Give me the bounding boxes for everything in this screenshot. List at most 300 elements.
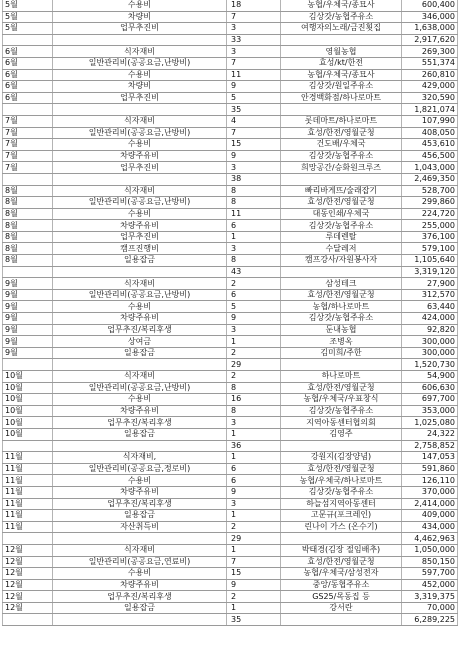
category-cell[interactable]: 수용비 [53, 301, 227, 313]
category-cell[interactable]: 수용비 [53, 208, 227, 220]
vendor-cell[interactable]: 희망공간/승화원크루즈 [281, 162, 402, 174]
month-cell[interactable]: 8월 [3, 185, 53, 197]
table-row[interactable] [3, 452, 458, 464]
count-cell[interactable]: 9 [227, 579, 281, 591]
vendor-cell[interactable]: 루데렌탈 [281, 231, 402, 243]
amount-cell[interactable]: 260,810 [402, 69, 458, 81]
month-cell[interactable]: 9월 [3, 347, 53, 359]
count-cell[interactable]: 1 [227, 452, 281, 464]
category-cell[interactable]: 차량주유비 [53, 405, 227, 417]
category-cell[interactable]: 식자재비 [53, 278, 227, 290]
vendor-cell[interactable]: 지역아동센터협의회 [281, 417, 402, 429]
amount-cell[interactable]: 54,900 [402, 371, 458, 383]
table-row[interactable] [3, 417, 458, 429]
count-cell[interactable]: 7 [227, 127, 281, 139]
month-cell[interactable]: 11월 [3, 498, 53, 510]
vendor-cell[interactable] [281, 104, 402, 116]
amount-cell[interactable]: 697,700 [402, 394, 458, 406]
count-cell[interactable]: 16 [227, 394, 281, 406]
table-row[interactable] [3, 197, 458, 209]
category-cell[interactable] [53, 104, 227, 116]
category-cell[interactable] [53, 614, 227, 626]
amount-cell[interactable]: 1,638,000 [402, 23, 458, 35]
category-cell[interactable]: 업무추진비 [53, 23, 227, 35]
count-cell[interactable]: 35 [227, 614, 281, 626]
count-cell[interactable]: 2 [227, 521, 281, 533]
category-cell[interactable]: 수용비 [53, 0, 227, 11]
vendor-cell[interactable]: 농협/우체국/종묘사 [281, 69, 402, 81]
vendor-cell[interactable]: 김상갓/농협주유소 [281, 11, 402, 23]
vendor-cell[interactable] [281, 533, 402, 545]
month-cell[interactable]: 10월 [3, 382, 53, 394]
amount-cell[interactable]: 408,050 [402, 127, 458, 139]
month-cell[interactable] [3, 359, 53, 371]
vendor-cell[interactable]: 효성/한전/영월군청 [281, 197, 402, 209]
table-row[interactable] [3, 475, 458, 487]
month-cell[interactable]: 5월 [3, 11, 53, 23]
vendor-cell[interactable]: 효성/한전/영월군청 [281, 127, 402, 139]
table-row[interactable] [3, 579, 458, 591]
month-cell[interactable]: 12월 [3, 556, 53, 568]
month-cell[interactable]: 7월 [3, 162, 53, 174]
month-cell[interactable]: 8월 [3, 220, 53, 232]
category-cell[interactable]: 차량비 [53, 11, 227, 23]
table-row[interactable] [3, 301, 458, 313]
vendor-cell[interactable]: 효성/한전/영월군청 [281, 556, 402, 568]
amount-cell[interactable]: 27,900 [402, 278, 458, 290]
count-cell[interactable]: 9 [227, 313, 281, 325]
category-cell[interactable]: 차량비 [53, 81, 227, 93]
category-cell[interactable]: 수용비 [53, 475, 227, 487]
category-cell[interactable]: 일반관리비(공공요금,난방비) [53, 289, 227, 301]
month-cell[interactable]: 11월 [3, 510, 53, 522]
amount-cell[interactable]: 70,000 [402, 602, 458, 614]
count-cell[interactable]: 8 [227, 405, 281, 417]
table-row[interactable] [3, 382, 458, 394]
category-cell[interactable]: 식자재비 [53, 115, 227, 127]
vendor-cell[interactable] [281, 614, 402, 626]
vendor-cell[interactable]: 농협/우체국/삼성전자 [281, 568, 402, 580]
count-cell[interactable]: 3 [227, 243, 281, 255]
amount-cell[interactable]: 2,917,620 [402, 34, 458, 46]
category-cell[interactable]: 일반관리비(공공요금,난방비) [53, 127, 227, 139]
count-cell[interactable]: 8 [227, 197, 281, 209]
vendor-cell[interactable]: 효성/한전/영월군청 [281, 289, 402, 301]
amount-cell[interactable]: 528,700 [402, 185, 458, 197]
count-cell[interactable]: 5 [227, 301, 281, 313]
count-cell[interactable]: 6 [227, 220, 281, 232]
count-cell[interactable]: 4 [227, 115, 281, 127]
vendor-cell[interactable] [281, 266, 402, 278]
month-cell[interactable]: 8월 [3, 255, 53, 267]
amount-cell[interactable]: 2,414,000 [402, 498, 458, 510]
category-cell[interactable]: 식자재비, [53, 452, 227, 464]
category-cell[interactable]: 업무추진비 [53, 231, 227, 243]
category-cell[interactable]: 일용잡금 [53, 602, 227, 614]
amount-cell[interactable]: 224,720 [402, 208, 458, 220]
category-cell[interactable]: 일용잡금 [53, 428, 227, 440]
category-cell[interactable]: 업무추진/복리후생 [53, 324, 227, 336]
vendor-cell[interactable]: 김상갓/농협주유소 [281, 313, 402, 325]
amount-cell[interactable]: 3,319,120 [402, 266, 458, 278]
table-row[interactable] [3, 405, 458, 417]
count-cell[interactable]: 15 [227, 139, 281, 151]
table-row[interactable] [3, 150, 458, 162]
category-cell[interactable]: 업무추진비 [53, 162, 227, 174]
month-cell[interactable]: 11월 [3, 521, 53, 533]
table-row[interactable] [3, 243, 458, 255]
category-cell[interactable]: 일반관리비(공공요금,난방비) [53, 57, 227, 69]
amount-cell[interactable]: 2,469,350 [402, 173, 458, 185]
category-cell[interactable]: 차량주유비 [53, 220, 227, 232]
count-cell[interactable]: 36 [227, 440, 281, 452]
amount-cell[interactable]: 1,520,730 [402, 359, 458, 371]
table-row[interactable] [3, 324, 458, 336]
category-cell[interactable]: 상여금 [53, 336, 227, 348]
vendor-cell[interactable]: 고문규(포크레인) [281, 510, 402, 522]
month-cell[interactable]: 7월 [3, 150, 53, 162]
amount-cell[interactable]: 370,000 [402, 486, 458, 498]
month-cell[interactable]: 12월 [3, 579, 53, 591]
amount-cell[interactable]: 1,821,074 [402, 104, 458, 116]
category-cell[interactable]: 일용잡금 [53, 255, 227, 267]
count-cell[interactable]: 15 [227, 568, 281, 580]
category-cell[interactable]: 캠프진행비 [53, 243, 227, 255]
amount-cell[interactable]: 434,000 [402, 521, 458, 533]
count-cell[interactable]: 7 [227, 11, 281, 23]
count-cell[interactable]: 6 [227, 463, 281, 475]
month-cell[interactable] [3, 614, 53, 626]
category-cell[interactable]: 식자재비 [53, 544, 227, 556]
amount-cell[interactable]: 1,105,640 [402, 255, 458, 267]
vendor-cell[interactable]: 여행자의노래/금진횟집 [281, 23, 402, 35]
count-cell[interactable]: 2 [227, 371, 281, 383]
amount-cell[interactable]: 107,990 [402, 115, 458, 127]
vendor-cell[interactable] [281, 359, 402, 371]
month-cell[interactable]: 7월 [3, 139, 53, 151]
amount-cell[interactable]: 1,043,000 [402, 162, 458, 174]
table-row[interactable] [3, 11, 458, 23]
table-row[interactable] [3, 591, 458, 603]
category-cell[interactable]: 차량주유비 [53, 150, 227, 162]
table-row[interactable] [3, 336, 458, 348]
amount-cell[interactable]: 147,053 [402, 452, 458, 464]
count-cell[interactable]: 9 [227, 486, 281, 498]
vendor-cell[interactable]: 안경백화점/하나로마트 [281, 92, 402, 104]
table-row[interactable] [3, 139, 458, 151]
amount-cell[interactable]: 409,000 [402, 510, 458, 522]
month-cell[interactable]: 12월 [3, 591, 53, 603]
table-row[interactable] [3, 46, 458, 58]
vendor-cell[interactable]: 김영주 [281, 428, 402, 440]
vendor-cell[interactable]: 영월농협 [281, 46, 402, 58]
category-cell[interactable]: 일용잡금 [53, 347, 227, 359]
count-cell[interactable]: 3 [227, 162, 281, 174]
table-row[interactable] [3, 220, 458, 232]
count-cell[interactable]: 29 [227, 533, 281, 545]
month-cell[interactable]: 11월 [3, 486, 53, 498]
vendor-cell[interactable] [281, 173, 402, 185]
month-cell[interactable]: 9월 [3, 324, 53, 336]
table-row[interactable] [3, 347, 458, 359]
table-row[interactable] [3, 57, 458, 69]
category-cell[interactable]: 업무추진비 [53, 92, 227, 104]
table-row[interactable] [3, 556, 458, 568]
month-cell[interactable] [3, 104, 53, 116]
month-cell[interactable]: 10월 [3, 417, 53, 429]
vendor-cell[interactable] [281, 440, 402, 452]
subtotal-row[interactable] [3, 34, 458, 46]
table-row[interactable] [3, 92, 458, 104]
table-row[interactable] [3, 510, 458, 522]
amount-cell[interactable]: 1,025,080 [402, 417, 458, 429]
table-row[interactable] [3, 115, 458, 127]
count-cell[interactable]: 38 [227, 173, 281, 185]
vendor-cell[interactable]: 효성/한전/영월군청 [281, 382, 402, 394]
amount-cell[interactable]: 551,374 [402, 57, 458, 69]
month-cell[interactable] [3, 533, 53, 545]
month-cell[interactable]: 11월 [3, 452, 53, 464]
amount-cell[interactable]: 353,000 [402, 405, 458, 417]
amount-cell[interactable]: 456,500 [402, 150, 458, 162]
count-cell[interactable]: 11 [227, 69, 281, 81]
vendor-cell[interactable]: 조병옥 [281, 336, 402, 348]
vendor-cell[interactable]: 건도배/우체국 [281, 139, 402, 151]
table-row[interactable] [3, 289, 458, 301]
month-cell[interactable]: 6월 [3, 92, 53, 104]
count-cell[interactable]: 9 [227, 81, 281, 93]
count-cell[interactable]: 35 [227, 104, 281, 116]
count-cell[interactable]: 3 [227, 417, 281, 429]
table-row[interactable] [3, 162, 458, 174]
amount-cell[interactable]: 3,319,375 [402, 591, 458, 603]
vendor-cell[interactable]: 둔내농협 [281, 324, 402, 336]
amount-cell[interactable]: 299,860 [402, 197, 458, 209]
amount-cell[interactable]: 320,590 [402, 92, 458, 104]
table-row[interactable] [3, 278, 458, 290]
month-cell[interactable]: 7월 [3, 115, 53, 127]
category-cell[interactable] [53, 34, 227, 46]
vendor-cell[interactable]: 캠프강사/자원봉사자 [281, 255, 402, 267]
category-cell[interactable]: 식자재비 [53, 46, 227, 58]
category-cell[interactable]: 업무추진/복리후생 [53, 417, 227, 429]
table-row[interactable] [3, 486, 458, 498]
month-cell[interactable]: 11월 [3, 463, 53, 475]
category-cell[interactable]: 수용비 [53, 69, 227, 81]
category-cell[interactable]: 차량주유비 [53, 486, 227, 498]
category-cell[interactable]: 업무추진/복리후생 [53, 591, 227, 603]
vendor-cell[interactable]: 수달레저 [281, 243, 402, 255]
vendor-cell[interactable]: 김상갓/농협주유소 [281, 405, 402, 417]
category-cell[interactable]: 차량주유비 [53, 579, 227, 591]
vendor-cell[interactable]: 롯데마트/하나로마트 [281, 115, 402, 127]
month-cell[interactable]: 9월 [3, 278, 53, 290]
count-cell[interactable]: 3 [227, 23, 281, 35]
vendor-cell[interactable]: 중앙/동협주유소 [281, 579, 402, 591]
count-cell[interactable]: 1 [227, 336, 281, 348]
subtotal-row[interactable] [3, 266, 458, 278]
category-cell[interactable]: 일반관리비(공공요금,난방비) [53, 382, 227, 394]
amount-cell[interactable]: 579,100 [402, 243, 458, 255]
count-cell[interactable]: 3 [227, 324, 281, 336]
category-cell[interactable]: 수용비 [53, 394, 227, 406]
amount-cell[interactable]: 597,700 [402, 568, 458, 580]
amount-cell[interactable]: 92,820 [402, 324, 458, 336]
vendor-cell[interactable]: 하늘섬지역아동센터 [281, 498, 402, 510]
category-cell[interactable]: 식자재비 [53, 371, 227, 383]
subtotal-row[interactable] [3, 173, 458, 185]
category-cell[interactable] [53, 440, 227, 452]
category-cell[interactable]: 일반관리비(공공요금,연료비) [53, 556, 227, 568]
month-cell[interactable]: 7월 [3, 127, 53, 139]
count-cell[interactable]: 18 [227, 0, 281, 11]
amount-cell[interactable]: 4,462,963 [402, 533, 458, 545]
table-row[interactable] [3, 568, 458, 580]
vendor-cell[interactable]: 삼성테크 [281, 278, 402, 290]
count-cell[interactable]: 8 [227, 382, 281, 394]
amount-cell[interactable]: 424,000 [402, 313, 458, 325]
vendor-cell[interactable]: 효성/kt/한전 [281, 57, 402, 69]
amount-cell[interactable]: 300,000 [402, 347, 458, 359]
category-cell[interactable] [53, 359, 227, 371]
month-cell[interactable]: 8월 [3, 243, 53, 255]
vendor-cell[interactable]: 김상갓/원일주유소 [281, 81, 402, 93]
category-cell[interactable]: 업무추진/복리후생 [53, 498, 227, 510]
count-cell[interactable]: 1 [227, 231, 281, 243]
table-row[interactable] [3, 371, 458, 383]
table-row[interactable] [3, 544, 458, 556]
category-cell[interactable]: 수용비 [53, 139, 227, 151]
count-cell[interactable]: 11 [227, 208, 281, 220]
table-row[interactable] [3, 81, 458, 93]
month-cell[interactable]: 8월 [3, 231, 53, 243]
vendor-cell[interactable]: 강원지(김장양념) [281, 452, 402, 464]
category-cell[interactable]: 자산취득비 [53, 521, 227, 533]
count-cell[interactable]: 2 [227, 347, 281, 359]
category-cell[interactable]: 식자재비 [53, 185, 227, 197]
amount-cell[interactable]: 255,000 [402, 220, 458, 232]
amount-cell[interactable]: 429,000 [402, 81, 458, 93]
month-cell[interactable]: 10월 [3, 405, 53, 417]
month-cell[interactable]: 5월 [3, 23, 53, 35]
month-cell[interactable]: 10월 [3, 371, 53, 383]
subtotal-row[interactable] [3, 533, 458, 545]
table-row[interactable] [3, 521, 458, 533]
month-cell[interactable] [3, 440, 53, 452]
amount-cell[interactable]: 2,758,852 [402, 440, 458, 452]
table-row[interactable] [3, 231, 458, 243]
category-cell[interactable] [53, 533, 227, 545]
count-cell[interactable]: 7 [227, 57, 281, 69]
count-cell[interactable]: 1 [227, 428, 281, 440]
table-row[interactable] [3, 313, 458, 325]
month-cell[interactable]: 8월 [3, 197, 53, 209]
amount-cell[interactable]: 600,400 [402, 0, 458, 11]
table-row[interactable] [3, 69, 458, 81]
table-row[interactable] [3, 498, 458, 510]
subtotal-row[interactable] [3, 104, 458, 116]
amount-cell[interactable]: 376,100 [402, 231, 458, 243]
table-row[interactable] [3, 463, 458, 475]
month-cell[interactable]: 6월 [3, 57, 53, 69]
month-cell[interactable]: 6월 [3, 69, 53, 81]
month-cell[interactable]: 9월 [3, 301, 53, 313]
count-cell[interactable]: 1 [227, 602, 281, 614]
month-cell[interactable]: 8월 [3, 208, 53, 220]
table-row[interactable] [3, 23, 458, 35]
month-cell[interactable] [3, 173, 53, 185]
vendor-cell[interactable]: 박태경(김장 절임배추) [281, 544, 402, 556]
count-cell[interactable]: 43 [227, 266, 281, 278]
category-cell[interactable]: 일용잡금 [53, 510, 227, 522]
vendor-cell[interactable]: 린나이 가스 (온수기) [281, 521, 402, 533]
vendor-cell[interactable]: 농협/우체국/종묘사 [281, 0, 402, 11]
amount-cell[interactable]: 1,050,000 [402, 544, 458, 556]
amount-cell[interactable]: 591,860 [402, 463, 458, 475]
category-cell[interactable] [53, 266, 227, 278]
amount-cell[interactable]: 452,000 [402, 579, 458, 591]
amount-cell[interactable]: 24,322 [402, 428, 458, 440]
amount-cell[interactable]: 269,300 [402, 46, 458, 58]
category-cell[interactable]: 일반관리비(공공요금,정로비) [53, 463, 227, 475]
table-row[interactable] [3, 0, 458, 11]
month-cell[interactable] [3, 266, 53, 278]
month-cell[interactable]: 10월 [3, 428, 53, 440]
month-cell[interactable]: 11월 [3, 475, 53, 487]
count-cell[interactable]: 8 [227, 255, 281, 267]
category-cell[interactable]: 일반관리비(공공요금,난방비) [53, 197, 227, 209]
month-cell[interactable]: 9월 [3, 289, 53, 301]
table-row[interactable] [3, 127, 458, 139]
count-cell[interactable]: 33 [227, 34, 281, 46]
vendor-cell[interactable]: 하나로마트 [281, 371, 402, 383]
count-cell[interactable]: 2 [227, 278, 281, 290]
vendor-cell[interactable]: 농협/우체국/하나로마트 [281, 475, 402, 487]
month-cell[interactable]: 10월 [3, 394, 53, 406]
subtotal-row[interactable] [3, 359, 458, 371]
amount-cell[interactable]: 6,289,225 [402, 614, 458, 626]
amount-cell[interactable]: 346,000 [402, 11, 458, 23]
month-cell[interactable]: 6월 [3, 81, 53, 93]
subtotal-row[interactable] [3, 614, 458, 626]
month-cell[interactable]: 12월 [3, 602, 53, 614]
vendor-cell[interactable]: 대동인쇄/우체국 [281, 208, 402, 220]
count-cell[interactable]: 7 [227, 556, 281, 568]
vendor-cell[interactable]: 농협/하나로마트 [281, 301, 402, 313]
amount-cell[interactable]: 312,570 [402, 289, 458, 301]
table-row[interactable] [3, 255, 458, 267]
month-cell[interactable]: 9월 [3, 313, 53, 325]
vendor-cell[interactable]: 김상갓/농협주유소 [281, 150, 402, 162]
category-cell[interactable]: 수용비 [53, 568, 227, 580]
count-cell[interactable]: 8 [227, 185, 281, 197]
vendor-cell[interactable]: 김미희/주한 [281, 347, 402, 359]
month-cell[interactable]: 9월 [3, 336, 53, 348]
vendor-cell[interactable]: 빠리바게뜨/술래잡기 [281, 185, 402, 197]
subtotal-row[interactable] [3, 440, 458, 452]
amount-cell[interactable]: 300,000 [402, 336, 458, 348]
month-cell[interactable]: 12월 [3, 544, 53, 556]
count-cell[interactable]: 6 [227, 289, 281, 301]
amount-cell[interactable]: 453,610 [402, 139, 458, 151]
vendor-cell[interactable]: 김상갓/농협주유소 [281, 486, 402, 498]
vendor-cell[interactable]: GS25/목동집 등 [281, 591, 402, 603]
category-cell[interactable] [53, 173, 227, 185]
count-cell[interactable]: 29 [227, 359, 281, 371]
count-cell[interactable]: 1 [227, 510, 281, 522]
vendor-cell[interactable]: 효성/한전/영월군청 [281, 463, 402, 475]
table-row[interactable] [3, 428, 458, 440]
